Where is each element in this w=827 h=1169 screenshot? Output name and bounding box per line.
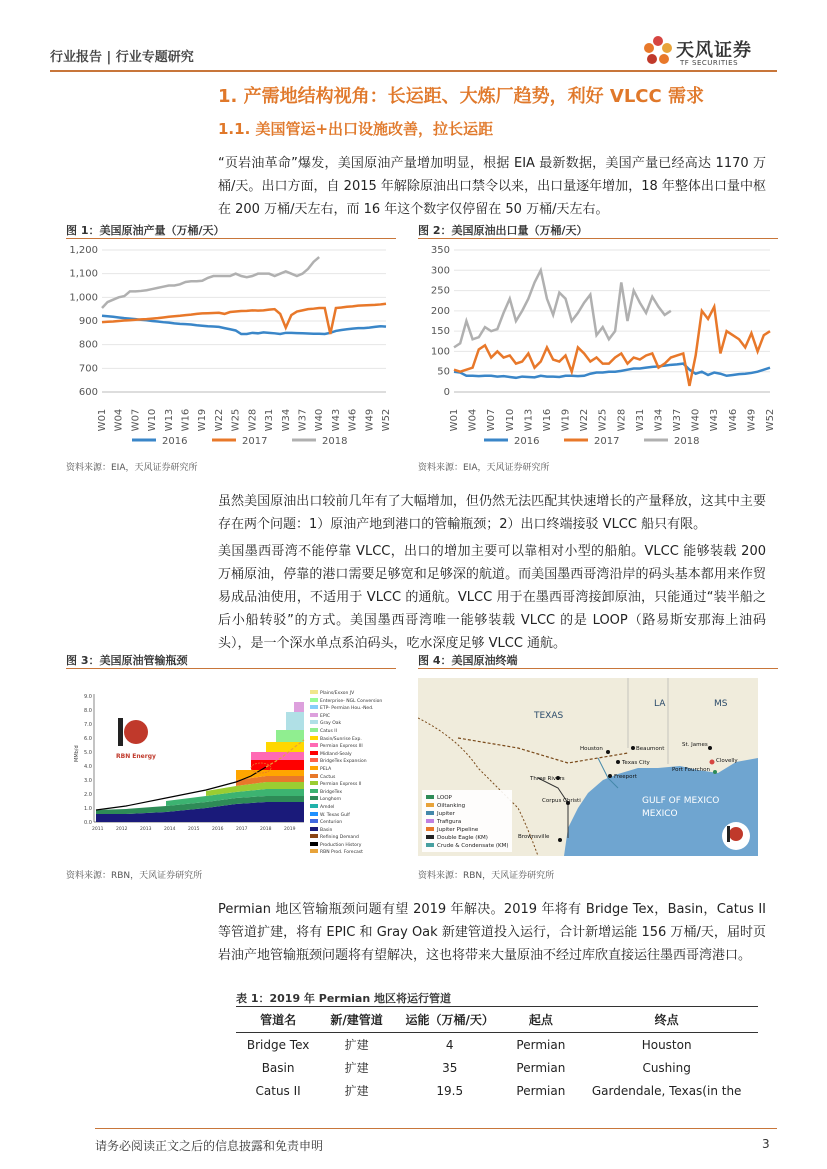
x-tick-label: W52 (765, 408, 776, 432)
report-category: 行业报告 | 行业专题研究 (50, 50, 194, 65)
fig3-legend-item: Catus II (310, 728, 396, 736)
fig3-legend-item: Amdel (310, 804, 396, 812)
fig3-legend-item: Basin/Sunrise Exp. (310, 736, 396, 744)
x-tick-label: W49 (364, 408, 376, 432)
x-tick-label: W16 (180, 408, 192, 432)
fig3-legend-item: Plains/Exxon JV (310, 690, 396, 698)
fig3-legend-item: BridgeTex Expansion (310, 758, 396, 766)
table-cell: Permian (516, 1083, 566, 1098)
table-cell: 扩建 (344, 1038, 369, 1052)
table-cell: 35 (442, 1060, 458, 1075)
svg-text:MEXICO: MEXICO (642, 809, 678, 819)
x-tick-label: W04 (113, 408, 125, 432)
fig1-divider (66, 238, 396, 239)
th-origin: 起点 (506, 1007, 575, 1033)
svg-text:4.0: 4.0 (84, 764, 92, 770)
fig1-title: 图 1：美国原油产量（万桶/天） (66, 224, 225, 237)
fig4-divider (418, 668, 778, 669)
map-label-ms: MS (714, 699, 728, 709)
paragraph-4: Permian 地区管输瓶颈问题有望 2019 年解决。2019 年将有 Bridge Tex，Basin，Catus II 等管道扩建，将有 EPIC 和 Gray Oak 新建管道投入运行，合计新增运能 156 万桶/天，届时页岩油产地管输瓶颈问题将有望解决，这也将带来大量原油不经过库欣直接运往墨西哥湾港口。 (218, 902, 766, 963)
map-city-clovelly: Clovelly (716, 758, 738, 764)
table-cell: 4 (445, 1037, 454, 1052)
fig4-source: 资料来源：RBN，天风证券研究所 (418, 871, 555, 881)
footer-disclaimer: 请务必阅读正文之后的信息披露和免责申明 (95, 1139, 324, 1153)
table-cell: Catus II (255, 1083, 301, 1098)
fig2-divider (418, 238, 778, 239)
fig3-legend-item: RBN Prod. Forecast (310, 849, 396, 857)
fig3-legend-item: BridgeTex (310, 789, 396, 797)
table-cell: Basin (261, 1060, 295, 1075)
fig3-title: 图 3：美国原油管输瓶颈 (66, 654, 188, 667)
x-tick-label: W22 (213, 408, 225, 432)
y-tick-label: 800 (78, 339, 98, 351)
map-label-texas: TEXAS (534, 711, 564, 721)
map-city-corpus-christi: Corpus Christi (542, 798, 581, 804)
fig4-map (418, 678, 758, 856)
fig2-source: 资料来源：EIA，天风证券研究所 (418, 463, 550, 473)
logo-mark (642, 34, 674, 68)
legend-label: 2018 (322, 436, 348, 447)
x-tick-label: W34 (280, 408, 292, 432)
map-label-la: LA (654, 699, 666, 709)
table-row (236, 1079, 758, 1102)
svg-text:5.0: 5.0 (84, 750, 92, 756)
fig4-legend-item: Jupiter (426, 810, 512, 818)
fig3-legend-item: Enterprise- NGL Conversion (310, 698, 396, 706)
fig1-source: 资料来源：EIA，天风证券研究所 (66, 463, 198, 473)
fig3-legend-item: Gray Oak (310, 720, 396, 728)
fig4-legend-item: Oiltanking (426, 802, 512, 810)
table-cell: 扩建 (344, 1084, 369, 1098)
svg-text:2017: 2017 (236, 827, 248, 832)
svg-text:2019: 2019 (284, 827, 296, 832)
svg-text:2.0: 2.0 (84, 792, 92, 798)
map-label-gulf: GULF OF MEXICO (642, 796, 720, 806)
x-tick-label: W46 (347, 408, 359, 432)
y-tick-label: 1,100 (69, 268, 98, 280)
th-pipeline: 管道名 (236, 1007, 320, 1033)
y-tick-label: 350 (430, 245, 450, 256)
logo-english: TF SECURITIES (680, 59, 739, 67)
y-tick-label: 200 (430, 305, 450, 317)
table-row (236, 1033, 758, 1057)
y-tick-label: 0 (443, 387, 450, 398)
x-tick-label: W16 (541, 408, 553, 432)
x-tick-label: W10 (147, 408, 159, 432)
map-city-three-rivers: Three Rivers (530, 776, 565, 782)
x-tick-label: W31 (634, 408, 646, 432)
fig3-legend-item: EPIC (310, 713, 396, 721)
x-tick-label: W46 (727, 408, 739, 432)
x-tick-label: W19 (560, 408, 572, 432)
svg-text:1.0: 1.0 (84, 806, 92, 812)
fig4-legend-item: Double Eagle (KM) (426, 834, 512, 842)
y-tick-label: 250 (430, 285, 450, 297)
fig3-legend-item: Longhorn (310, 796, 396, 804)
fig3-legend-item: W. Texas Gulf (310, 812, 396, 820)
svg-text:2014: 2014 (164, 827, 176, 832)
legend-label: 2017 (594, 436, 620, 447)
y-tick-label: 1,200 (69, 245, 98, 256)
y-tick-label: 150 (430, 326, 450, 338)
table-cell: Cushing (642, 1060, 691, 1075)
fig4-legend-item: Crude & Condensate (KM) (426, 842, 512, 850)
table-cell: 扩建 (344, 1061, 369, 1075)
x-tick-label: W43 (330, 408, 342, 432)
series-line-2018 (102, 257, 319, 308)
svg-text:2018: 2018 (260, 827, 272, 832)
paragraph-2: 虽然美国原油出口较前几年有了大幅增加，但仍然无法匹配其快速增长的产量释放，这其中主要存在两个问题：1）原油产地到港口的管輸瓶颈；2）出口终端接驳 VLCC 船只有限。 (218, 494, 766, 532)
header-divider (50, 70, 777, 72)
fig2-title: 图 2：美国原油出口量（万桶/天） (418, 224, 588, 237)
table-cell: Bridge Tex (246, 1037, 310, 1052)
footer-divider (95, 1128, 777, 1129)
svg-text:2016: 2016 (212, 827, 224, 832)
svg-text:6.0: 6.0 (84, 736, 92, 742)
x-tick-label: W13 (163, 408, 175, 432)
fig4-legend (426, 794, 512, 850)
svg-text:2013: 2013 (140, 827, 152, 832)
fig3-ylabel: MMb/d (74, 745, 80, 762)
x-tick-label: W01 (97, 408, 108, 432)
th-type: 新/建管道 (320, 1007, 393, 1033)
fig3-legend-item: Permian Express III (310, 743, 396, 751)
fig3-legend-item: Production History (310, 842, 396, 850)
y-tick-label: 900 (78, 316, 98, 327)
svg-text:2011: 2011 (92, 827, 104, 832)
x-tick-label: W40 (690, 408, 702, 432)
svg-text:0.0: 0.0 (84, 820, 92, 826)
legend-label: 2016 (514, 436, 540, 447)
fig3-legend-item: Permian Express II (310, 781, 396, 789)
legend-label: 2017 (242, 436, 268, 447)
y-tick-label: 300 (430, 265, 450, 277)
x-tick-label: W31 (264, 408, 276, 432)
svg-text:2015: 2015 (188, 827, 200, 832)
table-header-row (236, 1007, 758, 1033)
y-tick-label: 700 (78, 363, 98, 375)
svg-text:2012: 2012 (116, 827, 128, 832)
series-line-2018 (454, 270, 671, 347)
y-tick-label: 600 (78, 387, 98, 398)
fig4-legend-item: Jupiter Pipeline (426, 826, 512, 834)
fig3-legend-item: ETP- Permian Hou.-Ned. (310, 705, 396, 713)
x-tick-label: W07 (486, 408, 498, 432)
x-tick-label: W10 (504, 408, 516, 432)
map-city-brownsville: Brownsville (518, 834, 550, 840)
th-destination: 终点 (575, 1007, 758, 1033)
map-city-st-james: St. James (682, 742, 708, 748)
fig3-legend-item: Midland-Sealy (310, 751, 396, 759)
map-city-freeport: Freeport (614, 774, 637, 780)
x-tick-label: W28 (247, 408, 259, 432)
y-tick-label: 1,000 (69, 292, 98, 304)
x-tick-label: W13 (523, 408, 535, 432)
x-tick-label: W19 (197, 408, 209, 432)
svg-text:9.0: 9.0 (84, 694, 92, 700)
table-cell: Gardendale, Texas(in the (591, 1083, 742, 1098)
fig3-source: 资料来源：RBN，天风证券研究所 (66, 871, 203, 881)
paragraph-3: 美国墨西哥湾不能停靠 VLCC，出口的增加主要可以靠相对小型的船舶。VLCC 能够装载 200 万桶原油，停靠的港口需要足够宽和足够深的航道。而美国墨西哥湾沿岸的码头基本都用来作贸易成品油使用，不适用于 VLCC 的通航。VLCC 用于在墨西哥湾接卸原油，只能通过“装半船之后小船转驳”的方式。美国墨西哥湾唯一能够装载 VLCC 的是 LOOP（路易斯安那海上油码头），是一个深水单点系泊码头，吃水深度足够 VLCC 通航。 (218, 544, 766, 651)
page-number: 3 (762, 1137, 770, 1151)
fig2-chart (414, 242, 778, 452)
fig3-legend-item: Basin (310, 827, 396, 835)
x-tick-label: W37 (672, 408, 684, 432)
fig3-legend-item: Centurion (310, 819, 396, 827)
table-cell: 19.5 (436, 1083, 464, 1098)
fig3-legend (310, 690, 396, 857)
x-tick-label: W49 (746, 408, 758, 432)
x-tick-label: W34 (653, 408, 665, 432)
y-tick-label: 50 (437, 366, 450, 378)
y-tick-label: 100 (430, 346, 450, 358)
fig4-legend-item: LOOP (426, 794, 512, 802)
map-city-houston: Houston (580, 746, 603, 752)
subsection-title: 1.1. 美国管运+出口设施改善，拉长运距 (218, 120, 494, 138)
x-tick-label: W40 (314, 408, 326, 432)
legend-label: 2018 (674, 436, 700, 447)
x-tick-label: W25 (597, 408, 609, 432)
fig3-legend-item: PELA (310, 766, 396, 774)
legend-label: 2016 (162, 436, 188, 447)
map-city-beaumont: Beaumont (636, 746, 665, 752)
svg-text:3.0: 3.0 (84, 778, 92, 784)
x-tick-label: W04 (467, 408, 479, 432)
table-row (236, 1056, 758, 1079)
table-cell: Houston (641, 1037, 692, 1052)
x-tick-label: W22 (579, 408, 591, 432)
x-tick-label: W37 (297, 408, 309, 432)
fig1-chart (62, 242, 394, 452)
pipeline-table (236, 1006, 758, 1102)
x-tick-label: W28 (616, 408, 628, 432)
fig3-legend-item: Cactus (310, 774, 396, 782)
fig3-divider (66, 668, 396, 669)
section-title: 1. 产需地结构视角：长运距、大炼厂趋势，利好 VLCC 需求 (218, 86, 704, 107)
fig4-title: 图 4：美国原油终端 (418, 654, 518, 667)
th-capacity: 运能（万桶/天） (393, 1007, 506, 1033)
series-line-2016 (454, 364, 770, 378)
x-tick-label: W01 (449, 408, 460, 432)
table-cell: Permian (516, 1060, 566, 1075)
logo-name: 天风证券 (676, 40, 752, 61)
x-tick-label: W43 (709, 408, 721, 432)
fig4-legend-item: Trafigura (426, 818, 512, 826)
svg-text:8.0: 8.0 (84, 708, 92, 714)
table1-title: 表 1：2019 年 Permian 地区将运行管道 (236, 992, 452, 1005)
x-tick-label: W07 (130, 408, 142, 432)
paragraph-1: “页岩油革命”爆发，美国原油产量增加明显，根据 EIA 最新数据，美国产量已经高达 1170 万桶/天。出口方面，自 2015 年解除原油出口禁令以来，出口量逐年增加，18 年整体出口量中枢在 200 万桶/天左右，而 16 年这个数字仅停留在 50 万桶/天左右。 (218, 156, 766, 217)
fig3-image (66, 672, 396, 862)
table-cell: Permian (516, 1037, 566, 1052)
x-tick-label: W25 (230, 408, 242, 432)
svg-text:7.0: 7.0 (84, 722, 92, 728)
fig3-brand: RBN Energy (116, 753, 156, 760)
fig3-legend-item: Refining Demand (310, 834, 396, 842)
map-city-texas-city: Texas City (622, 760, 650, 766)
x-tick-label: W52 (381, 408, 392, 432)
map-city-port-fourchon: Port Fourchon (672, 767, 710, 773)
